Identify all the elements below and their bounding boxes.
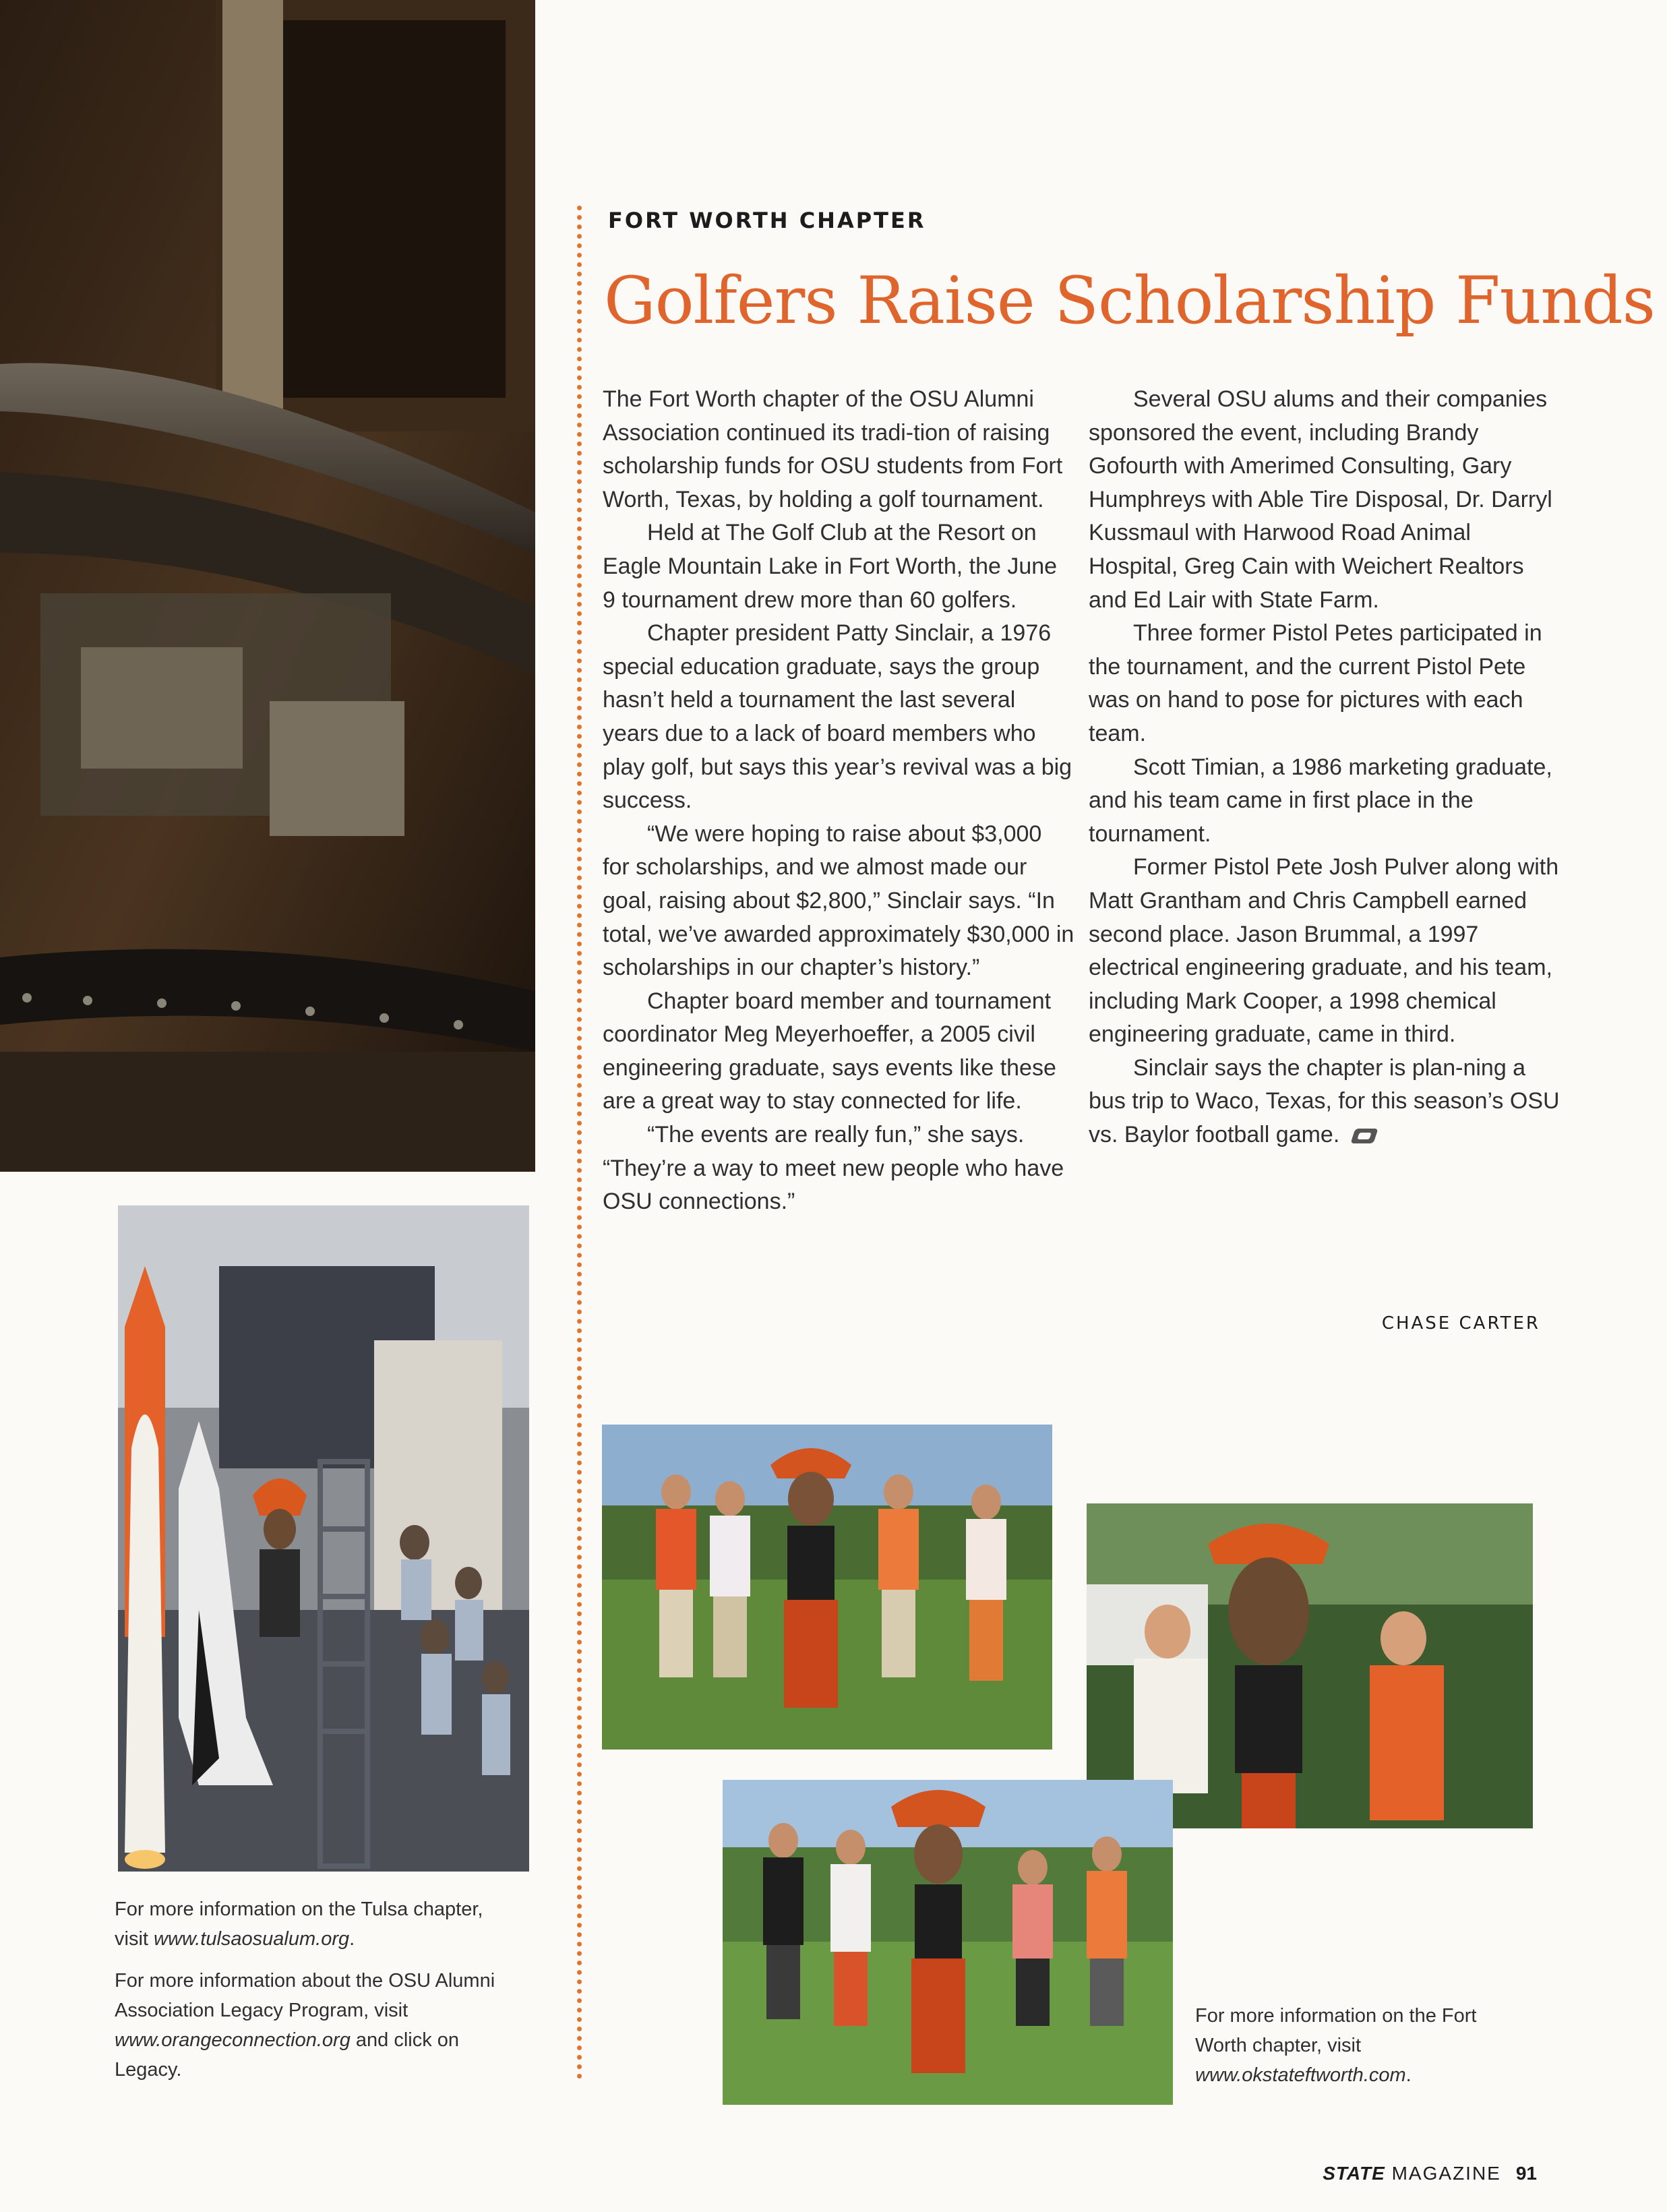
paragraph: Chapter president Patty Sinclair, a 1976 special education graduate, says the group hasn’t held a tournament the last several years due to a lack of board members who play golf, but says this year’s revival was a big success. (603, 620, 1072, 814)
paragraph: “We were hoping to raise about $3,000 for scholarships, and we almost made our goal, raising about $2,800,” Sinclair says. “In total, we’ve awarded approximately $30,000 in scholarships in our chapter’s history.” (603, 820, 1074, 981)
paragraph: The Fort Worth chapter of the OSU Alumni Association continued its tradi-tion of raising scholarship funds for OSU students from Fort Worth, Texas, by holding a golf tournament. (603, 386, 1063, 512)
magazine-label: MAGAZINE (1385, 2163, 1501, 2184)
golf-team-photo-3 (723, 1780, 1173, 2105)
hero-photo-aircraft (0, 0, 535, 1172)
article-headline: Golfers Raise Scholarship Funds (604, 263, 1655, 338)
tulsa-caption (115, 1894, 519, 2097)
paragraph: Scott Timian, a 1986 marketing graduate, and his team came in first place in the tournament. (1089, 754, 1552, 847)
magazine-brand: STATE (1323, 2163, 1385, 2184)
fort-worth-info: For more information on the Fort Worth chapter, visit www.okstateftworth.com. (1195, 2005, 1477, 2086)
paragraph: Former Pistol Pete Josh Pulver along with Matt Grantham and Chris Campbell earned second place. Jason Brummal, a 1997 electrical engineering graduate, and his team, including Mark Cooper, a 1998 chemical engineering graduate, came in third. (1089, 854, 1559, 1048)
article-column-right (1089, 383, 1560, 1152)
paragraph: Several OSU alums and their companies sponsored the event, including Brandy Gofourth with Amerimed Consulting, Gary Humphreys with Able Tire Disposal, Dr. Darryl Kussmaul with Harwood Road Animal Hospital, Greg Cain with Weichert Realtors and Ed Lair with State Farm. (1089, 386, 1552, 613)
tulsa-info: For more information on the Tulsa chapter, visit www.tulsaosualum.org. (115, 1899, 483, 1950)
paragraph-last (1089, 1052, 1560, 1152)
paragraph: Three former Pistol Petes participated in the tournament, and the current Pistol Pete was on hand to pose for pictures with each team. (1089, 620, 1542, 746)
page-number: 91 (1515, 2163, 1537, 2184)
fort-worth-caption (1195, 2001, 1532, 2102)
paragraph: Chapter board member and tournament coordinator Meg Meyerhoeffer, a 2005 civil engineering graduate, says events like these are a great way to stay connected for life. (603, 988, 1056, 1114)
section-label: FORT WORTH CHAPTER (608, 208, 926, 233)
byline: CHASE CARTER (1381, 1313, 1540, 1334)
legacy-info: For more information about the OSU Alumni Association Legacy Program, visit www.orangeconnection.org and click on Legacy. (115, 1970, 495, 2081)
osu-end-mark-icon (1351, 1129, 1378, 1143)
article-column-left (603, 383, 1074, 1219)
page-footer (1281, 2163, 1537, 2184)
paragraph-text: Sinclair says the chapter is plan-ning a bus trip to Waco, Texas, for this season’s OSU vs. Baylor football game. (1089, 1054, 1560, 1148)
paragraph: “The events are really fun,” she says. “They’re a way to meet new people who have OSU connections.” (603, 1122, 1064, 1215)
fort-worth-url-link[interactable]: www.okstateftworth.com (1195, 2064, 1406, 2086)
tulsa-url-link[interactable]: www.tulsaosualum.org (154, 1928, 350, 1950)
legacy-url-link[interactable]: www.orangeconnection.org (115, 2029, 351, 2051)
orange-dotted-rule (577, 206, 582, 2080)
golf-team-photo-1 (602, 1425, 1052, 1750)
tulsa-museum-photo (118, 1205, 529, 1872)
paragraph: Held at The Golf Club at the Resort on Eagle Mountain Lake in Fort Worth, the June 9 tournament drew more than 60 golfers. (603, 520, 1058, 613)
